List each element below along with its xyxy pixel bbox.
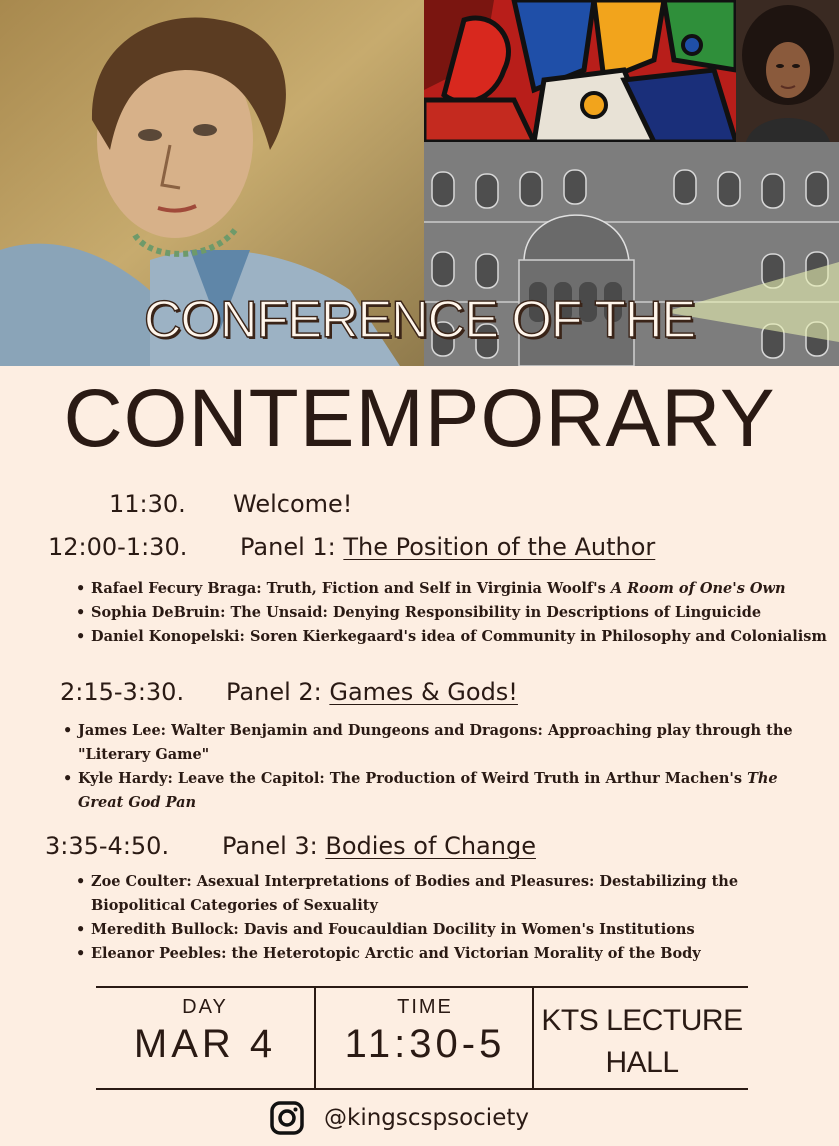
talk-item: • Eleanor Peebles: the Heterotopic Arctic and Victorian Morality of the Body (76, 942, 831, 966)
panel-2-topic: Games & Gods! (329, 678, 518, 706)
time-cell (314, 988, 534, 1088)
instagram-handle[interactable]: @kingscspsociety (324, 1105, 529, 1131)
schedule-panel-1 (0, 533, 839, 563)
talk-item: • Sophia DeBruin: The Unsaid: Denying Responsibility in Descriptions of Linguicide (76, 601, 836, 625)
day-cell (96, 988, 314, 1088)
header-collage (0, 0, 839, 366)
panel-2-prefix: Panel 2: (226, 678, 330, 706)
day-label: DAY (182, 996, 228, 1018)
location-line-1: KTS LECTURE (541, 1004, 743, 1037)
panel-1-talks (76, 577, 836, 649)
location-line-2: HALL (605, 1046, 679, 1079)
title-line-2: CONTEMPORARY (63, 373, 776, 464)
panel-1-time: 12:00-1:30. (48, 533, 188, 561)
panel-3-prefix: Panel 3: (222, 832, 326, 860)
day-value: MAR 4 (133, 1022, 277, 1066)
time-label: TIME (397, 996, 453, 1018)
panel-3-topic: Bodies of Change (325, 832, 536, 860)
event-info-box (96, 986, 748, 1090)
talk-item: • James Lee: Walter Benjamin and Dungeons and Dragons: Approaching play through the "Literary Game" (63, 719, 818, 767)
location-value (534, 1000, 750, 1084)
talk-item: • Daniel Konopelski: Soren Kierkegaard's idea of Community in Philosophy and Colonialism (76, 625, 836, 649)
panel-2-heading (226, 678, 518, 706)
photo-portrait (736, 0, 839, 142)
schedule-welcome (0, 490, 839, 520)
social-handle (270, 1098, 529, 1138)
panel-3-time: 3:35-4:50. (45, 832, 170, 860)
panel-2-time: 2:15-3:30. (60, 678, 185, 706)
talk-item: • Meredith Bullock: Davis and Foucauldian Docility in Women's Institutions (76, 918, 831, 942)
panel-1-topic: The Position of the Author (343, 533, 656, 561)
panel-1-heading (240, 533, 655, 561)
talk-item: • Kyle Hardy: Leave the Capitol: The Production of Weird Truth in Arthur Machen's The Great God Pan (63, 767, 818, 815)
title-line-1: CONFERENCE OF THE (143, 291, 696, 349)
abstract-painting (424, 0, 736, 142)
schedule-panel-3 (0, 832, 839, 862)
schedule-panel-2 (0, 678, 839, 708)
location-cell (532, 988, 750, 1088)
instagram-icon (270, 1101, 304, 1135)
talk-item: • Zoe Coulter: Asexual Interpretations of Bodies and Pleasures: Destabilizing the Biopolitical Categories of Sexuality (76, 870, 831, 918)
panel-3-heading (222, 832, 536, 860)
panel-3-talks (76, 870, 831, 966)
time-value: 11:30-5 (344, 1022, 506, 1066)
panel-2-talks (63, 719, 818, 815)
welcome-label: Welcome! (233, 490, 353, 518)
talk-item: • Rafael Fecury Braga: Truth, Fiction and Self in Virginia Woolf's A Room of One's Own (76, 577, 836, 601)
panel-1-prefix: Panel 1: (240, 533, 344, 561)
welcome-time: 11:30. (109, 490, 186, 518)
